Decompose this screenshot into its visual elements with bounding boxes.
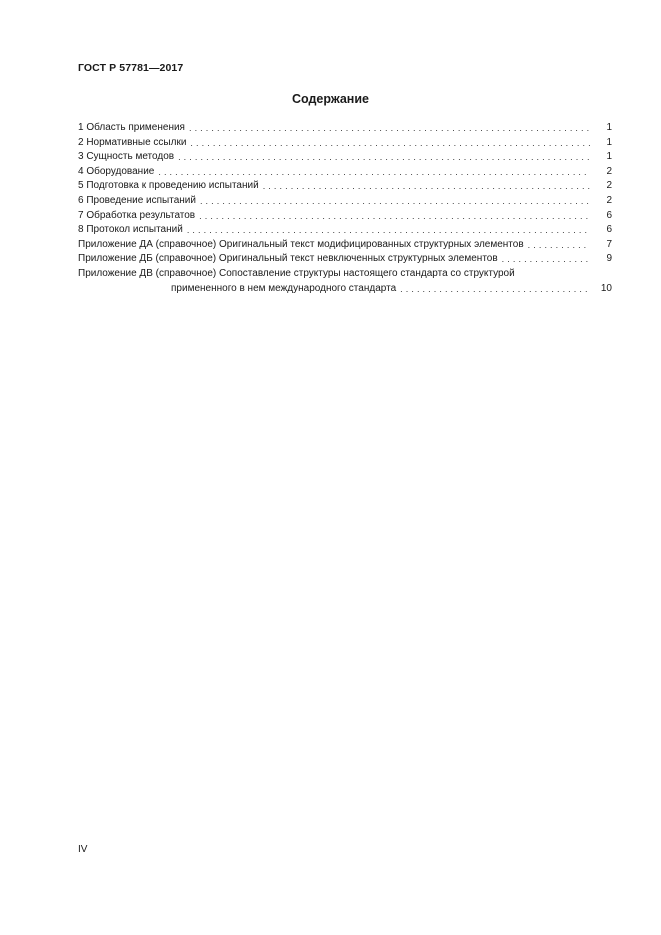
document-code: ГОСТ Р 57781—2017 <box>78 62 184 74</box>
toc-entry-label: 4 Оборудование <box>78 165 155 177</box>
toc-entry-page: 2 <box>606 165 612 177</box>
toc-entry-page: 7 <box>606 238 612 250</box>
toc-entry-label: 3 Сущность методов <box>78 151 175 163</box>
toc-entry-page: 2 <box>606 180 612 192</box>
toc-entry-label: 7 Обработка результатов <box>78 209 196 221</box>
toc-entry-page: 1 <box>606 151 612 163</box>
toc-entry-label: 5 Подготовка к проведению испытаний <box>78 180 259 192</box>
toc-entry <box>78 223 612 238</box>
toc-entry <box>78 136 612 151</box>
toc-entry-label: 8 Протокол испытаний <box>78 224 183 236</box>
toc-title: Содержание <box>291 92 369 106</box>
toc-entry <box>78 238 612 253</box>
toc-entry <box>78 121 612 136</box>
dot-leader <box>200 194 590 209</box>
toc-entry-label: 1 Область применения <box>78 122 185 133</box>
dot-leader <box>189 121 590 136</box>
toc-entry-label: Приложение ДА (справочное) Оригинальный текст модифицированных структурных элементов <box>78 238 524 250</box>
toc-entry <box>78 209 612 224</box>
dot-leader <box>502 252 590 267</box>
toc-entry <box>78 179 612 194</box>
toc-entry <box>78 252 612 267</box>
page-number: IV <box>78 844 88 855</box>
dot-leader <box>528 238 590 253</box>
dot-leader <box>178 150 590 165</box>
table-of-contents <box>78 121 612 296</box>
toc-entry <box>78 194 612 209</box>
dot-leader <box>199 209 590 224</box>
dot-leader <box>190 136 590 151</box>
toc-entry <box>78 150 612 165</box>
toc-entry-label: Приложение ДБ (справочное) Оригинальный текст невключенных структурных элементов <box>78 253 498 265</box>
toc-entry-label: 2 Нормативные ссылки <box>78 136 187 148</box>
toc-entry-label: Приложение ДВ (справочное) Сопоставление структуры настоящего стандарта со структурой <box>78 267 515 279</box>
toc-entry-page: 6 <box>606 224 612 236</box>
toc-entry <box>78 165 612 180</box>
toc-entry-page: 10 <box>600 282 612 294</box>
toc-entry-label-continuation: примененного в нем международного стандарта <box>171 282 397 294</box>
toc-entry <box>78 267 612 296</box>
toc-entry-page: 1 <box>606 122 612 133</box>
toc-entry-page: 2 <box>606 194 612 206</box>
dot-leader <box>263 179 590 194</box>
dot-leader <box>187 223 590 238</box>
toc-entry-label: 6 Проведение испытаний <box>78 194 196 206</box>
dot-leader <box>158 165 590 180</box>
dot-leader <box>400 282 590 297</box>
toc-entry-page: 1 <box>606 136 612 148</box>
toc-entry-page: 9 <box>606 253 612 265</box>
toc-entry-page: 6 <box>606 209 612 221</box>
toc-entry-continuation <box>78 282 612 297</box>
